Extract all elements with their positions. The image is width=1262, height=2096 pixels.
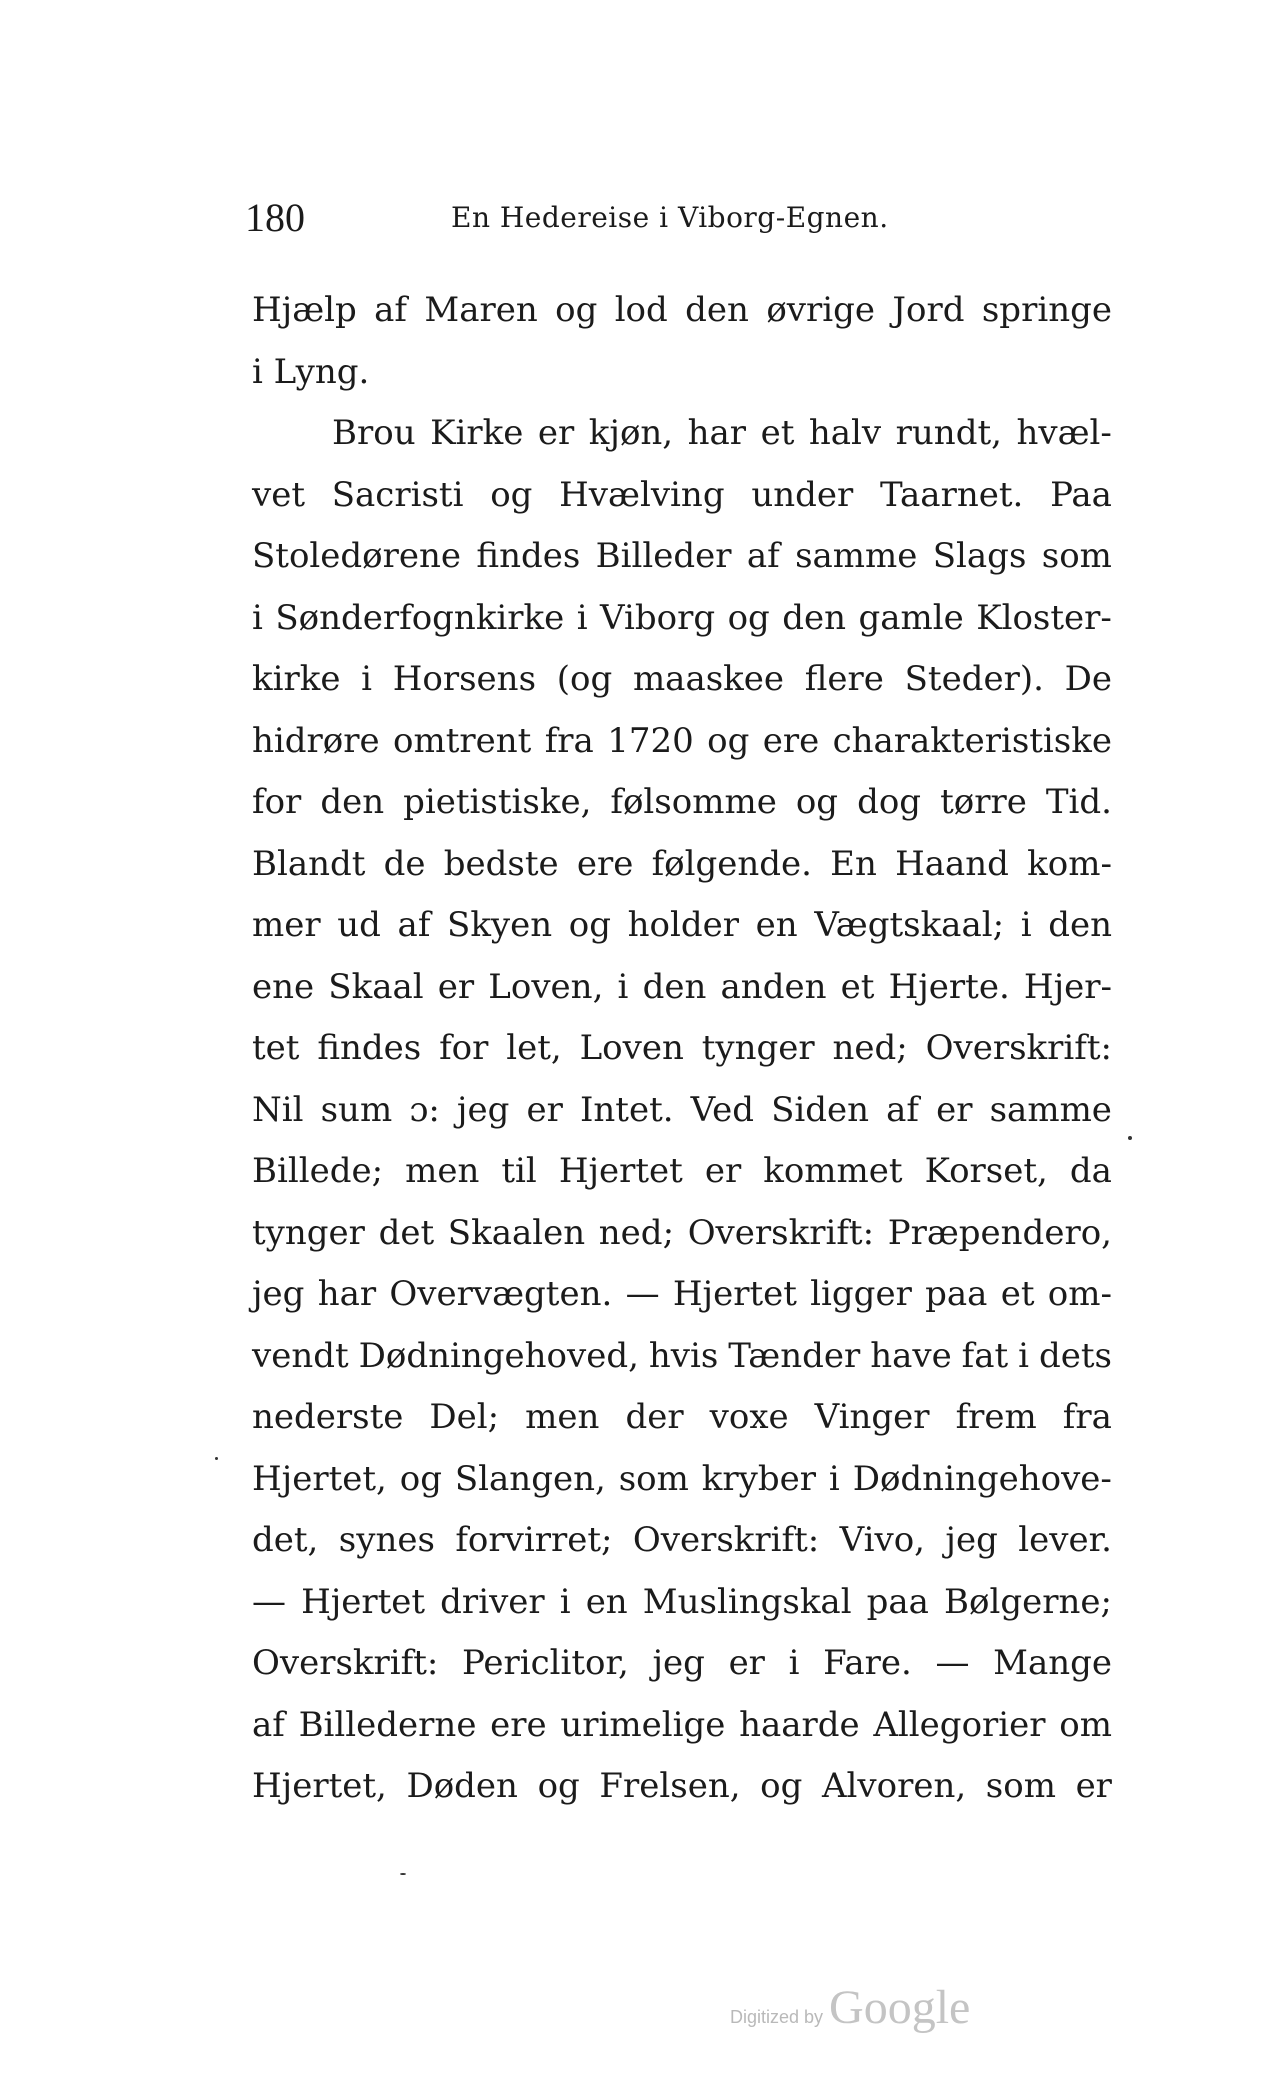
word: Hjertet xyxy=(672,1274,797,1314)
word: følsomme xyxy=(610,782,777,822)
word: Billederne xyxy=(298,1704,477,1745)
word: den xyxy=(685,290,749,330)
word: følgende. xyxy=(651,843,812,884)
word: kryber xyxy=(701,1458,816,1499)
word: Vivo, xyxy=(839,1520,925,1560)
word: en xyxy=(585,1581,628,1622)
word: sum xyxy=(320,1089,393,1130)
word: til xyxy=(501,1151,537,1191)
word: Slags xyxy=(932,536,1027,576)
word: Skaal xyxy=(328,966,424,1007)
text-line xyxy=(252,1141,1112,1203)
word: Hjælp xyxy=(252,290,357,330)
word: i xyxy=(1018,1335,1029,1376)
word: Loven xyxy=(579,1028,684,1068)
word: findes xyxy=(476,536,581,576)
word: af xyxy=(397,905,431,945)
word: tynger xyxy=(252,1212,365,1253)
word: og xyxy=(795,782,839,822)
text-line xyxy=(252,1080,1112,1142)
word: Døden xyxy=(406,1766,518,1806)
word: ere xyxy=(576,843,634,884)
word: i xyxy=(559,1581,571,1622)
word: Hjertet xyxy=(558,1151,683,1191)
text-line xyxy=(252,649,1112,711)
word: nederste xyxy=(252,1397,404,1437)
word: ligger xyxy=(810,1274,912,1314)
word: (og xyxy=(556,659,613,699)
word: Hjer- xyxy=(1023,966,1112,1007)
word: Stoledørene xyxy=(252,536,462,576)
word: mer xyxy=(252,905,321,945)
word: jeg xyxy=(456,1089,510,1130)
word: kommet xyxy=(763,1151,903,1191)
text-line xyxy=(252,1018,1112,1080)
word: charakteristiske xyxy=(832,720,1112,761)
word: som xyxy=(1041,536,1112,576)
word: Jord xyxy=(892,290,965,330)
word: Alvoren, xyxy=(821,1766,967,1806)
word: i xyxy=(617,966,629,1007)
word: Muslingskal xyxy=(642,1581,852,1622)
word: Billeder xyxy=(595,536,732,576)
word: men xyxy=(525,1397,600,1437)
word: er xyxy=(1075,1766,1112,1806)
word: Ved xyxy=(690,1089,754,1130)
print-speck xyxy=(400,1873,406,1875)
word: en xyxy=(755,905,798,945)
word: Skaalen xyxy=(447,1212,586,1253)
word: Slangen, xyxy=(454,1458,606,1499)
word: halv xyxy=(808,413,882,453)
word: bedste xyxy=(443,843,559,884)
word: Overskrift: xyxy=(632,1520,820,1560)
word: den xyxy=(782,597,847,638)
word: fat xyxy=(961,1335,1009,1376)
text-line: i Lyng. xyxy=(252,351,370,392)
word: i xyxy=(828,1458,840,1499)
word: Taarnet. xyxy=(880,474,1024,515)
word: har xyxy=(317,1274,377,1314)
word: springe xyxy=(981,290,1112,330)
word: Overskrift: xyxy=(925,1028,1112,1068)
word: et xyxy=(1000,1274,1035,1314)
word: Hjertet, xyxy=(252,1766,387,1806)
text-line xyxy=(252,1264,1112,1326)
word: Nil xyxy=(252,1089,304,1130)
word: Billede; xyxy=(252,1151,384,1191)
word: ud xyxy=(337,905,381,945)
text-line xyxy=(252,465,1112,527)
watermark-prefix: Digitized by xyxy=(730,2007,824,2027)
word: fra xyxy=(1062,1397,1112,1437)
word: og xyxy=(760,1766,803,1806)
word: er xyxy=(526,1089,563,1130)
word: ned; xyxy=(598,1212,675,1253)
word: Præpendero, xyxy=(887,1212,1112,1253)
word: og xyxy=(568,905,612,945)
word: Hjertet xyxy=(301,1581,426,1622)
word: tørre xyxy=(940,782,1027,822)
word: urimelige xyxy=(560,1704,726,1745)
word: driver xyxy=(440,1581,545,1622)
word: Vinger xyxy=(814,1397,930,1437)
word: et xyxy=(760,413,795,453)
word: kirke xyxy=(252,659,341,699)
word: lever. xyxy=(1018,1520,1112,1560)
text-line xyxy=(252,1756,1112,1818)
word: har xyxy=(687,413,747,453)
page-number: 180 xyxy=(245,195,305,240)
word: Overvægten. xyxy=(389,1274,613,1314)
word: jeg xyxy=(945,1520,998,1560)
word: dog xyxy=(857,782,922,822)
word: er xyxy=(437,966,475,1007)
word: fra xyxy=(544,720,594,761)
word: men xyxy=(405,1151,480,1191)
word: holder xyxy=(627,905,740,945)
word: er xyxy=(704,1151,742,1191)
word: Periclitor, xyxy=(461,1643,629,1683)
word: — xyxy=(935,1643,970,1683)
word: Maren xyxy=(424,290,538,330)
word: Intet. xyxy=(579,1089,674,1130)
word: det xyxy=(378,1212,435,1253)
word: Tænder xyxy=(728,1335,861,1376)
word: maaskee xyxy=(632,659,785,699)
word: i xyxy=(361,659,373,699)
text-line xyxy=(252,834,1112,896)
word: tet xyxy=(252,1028,300,1068)
word: kom- xyxy=(1027,843,1112,884)
word: frem xyxy=(955,1397,1037,1437)
word: forvirret; xyxy=(455,1520,613,1560)
word: flere xyxy=(804,659,884,699)
word: og xyxy=(399,1458,442,1499)
word: om- xyxy=(1047,1274,1112,1314)
word: Overskrift: xyxy=(687,1212,875,1253)
word: jeg xyxy=(652,1643,705,1683)
print-speck xyxy=(1128,1136,1132,1140)
word: af xyxy=(886,1089,920,1130)
word: let, xyxy=(506,1028,562,1068)
print-speck xyxy=(215,1457,218,1460)
word: Hjerte. xyxy=(888,966,1010,1007)
text-line xyxy=(252,1695,1112,1757)
page-header xyxy=(245,188,1115,248)
word: er xyxy=(936,1089,973,1130)
word: Tid. xyxy=(1045,782,1112,822)
word: under xyxy=(751,474,854,515)
google-logo: Google xyxy=(829,1981,971,2034)
word: Frelsen, xyxy=(599,1766,741,1806)
text-line xyxy=(252,403,1112,465)
word: Bølgerne; xyxy=(944,1581,1112,1622)
text-line xyxy=(252,1203,1112,1265)
word: Loven, xyxy=(488,966,604,1007)
word: rundt, xyxy=(895,413,1002,453)
text-line xyxy=(252,1387,1112,1449)
word: samme xyxy=(989,1089,1112,1130)
word: i xyxy=(1020,905,1032,945)
word: Kloster- xyxy=(976,597,1112,638)
word: lod xyxy=(614,290,668,330)
text-line xyxy=(252,1326,1112,1388)
word: i xyxy=(252,597,263,638)
word: voxe xyxy=(709,1397,789,1437)
word: og xyxy=(537,1766,580,1806)
word: i xyxy=(576,597,588,638)
word: findes xyxy=(317,1028,422,1068)
word: hvis xyxy=(648,1335,719,1376)
word: hvæl- xyxy=(1016,413,1112,453)
word: hidrøre xyxy=(252,720,380,761)
word: for xyxy=(439,1028,489,1068)
word: den xyxy=(642,966,707,1007)
word: Brou xyxy=(332,413,416,453)
word: Steder). xyxy=(904,659,1044,699)
word: have xyxy=(870,1335,952,1376)
word: Allegorier xyxy=(873,1704,1046,1745)
word: Korset, xyxy=(924,1151,1048,1191)
word: vet xyxy=(252,474,305,515)
text-line xyxy=(252,772,1112,834)
word: Sacristi xyxy=(331,474,464,515)
word: Kirke xyxy=(430,413,524,453)
word: tynger xyxy=(701,1028,815,1068)
word: — xyxy=(252,1581,286,1622)
word: af xyxy=(374,290,408,330)
word: 1720 xyxy=(607,720,694,761)
word: Del; xyxy=(429,1397,500,1437)
text-line xyxy=(252,711,1112,773)
word: vendt xyxy=(252,1335,349,1376)
word: synes xyxy=(338,1520,435,1560)
text-line xyxy=(252,280,1112,342)
word: ere xyxy=(762,720,820,761)
word: den xyxy=(320,782,385,822)
word: ene xyxy=(252,966,315,1007)
word: om xyxy=(1059,1704,1112,1745)
body-text xyxy=(252,280,1112,1818)
text-line xyxy=(252,957,1112,1019)
word: Haand xyxy=(895,843,1009,884)
word: Hvælving xyxy=(559,474,725,515)
word: paa xyxy=(866,1581,929,1622)
word: paa xyxy=(925,1274,988,1314)
word: kjøn, xyxy=(588,413,674,453)
word: som xyxy=(618,1458,689,1499)
digitized-watermark xyxy=(730,1980,970,2050)
word: Vægtskaal; xyxy=(814,905,1005,945)
word: Blandt xyxy=(252,843,366,884)
word: ɔ: xyxy=(409,1089,440,1130)
word: Dødningehove- xyxy=(852,1458,1112,1499)
text-line xyxy=(252,1449,1112,1511)
word: og xyxy=(555,290,598,330)
word: da xyxy=(1069,1151,1112,1191)
word: omtrent xyxy=(393,720,532,761)
word: de xyxy=(383,843,426,884)
text-line xyxy=(252,1633,1112,1695)
text-line xyxy=(252,895,1112,957)
word: er xyxy=(728,1643,765,1683)
word: Hjertet, xyxy=(252,1458,387,1499)
word: Mange xyxy=(993,1643,1112,1683)
word: og xyxy=(490,474,533,515)
word: — xyxy=(625,1274,660,1314)
word: af xyxy=(252,1704,285,1745)
word: ned; xyxy=(832,1028,908,1068)
word: De xyxy=(1064,659,1112,699)
text-line xyxy=(252,1572,1112,1634)
word: øvrige xyxy=(766,290,876,330)
word: samme xyxy=(795,536,918,576)
running-title: En Hedereise i Viborg-Egnen. xyxy=(451,201,889,234)
word: som xyxy=(985,1766,1056,1806)
text-line xyxy=(252,526,1112,588)
word: af xyxy=(746,536,780,576)
word: det, xyxy=(252,1520,319,1560)
word: er xyxy=(537,413,575,453)
word: Paa xyxy=(1050,474,1112,515)
word: dets xyxy=(1038,1335,1112,1376)
word: Fare. xyxy=(823,1643,912,1683)
word: Sønderfognkirke xyxy=(275,597,565,638)
word: ere xyxy=(490,1704,547,1745)
word: og xyxy=(707,720,750,761)
word: pietistiske, xyxy=(403,782,592,822)
word: anden xyxy=(720,966,827,1007)
word: haarde xyxy=(739,1704,860,1745)
word: Horsens xyxy=(392,659,537,699)
word: Overskrift: xyxy=(252,1643,439,1683)
word: Skyen xyxy=(447,905,553,945)
word: Dødningehoved, xyxy=(358,1335,639,1376)
word: der xyxy=(625,1397,684,1437)
word: et xyxy=(840,966,875,1007)
text-line xyxy=(252,588,1112,650)
word: den xyxy=(1048,905,1112,945)
word: for xyxy=(252,782,302,822)
word: jeg xyxy=(252,1274,305,1314)
word: Viborg xyxy=(600,597,716,638)
word: og xyxy=(727,597,770,638)
word: En xyxy=(830,843,877,884)
word: Siden xyxy=(771,1089,870,1130)
word: i xyxy=(788,1643,800,1683)
word: gamle xyxy=(858,597,964,638)
text-line xyxy=(252,1510,1112,1572)
